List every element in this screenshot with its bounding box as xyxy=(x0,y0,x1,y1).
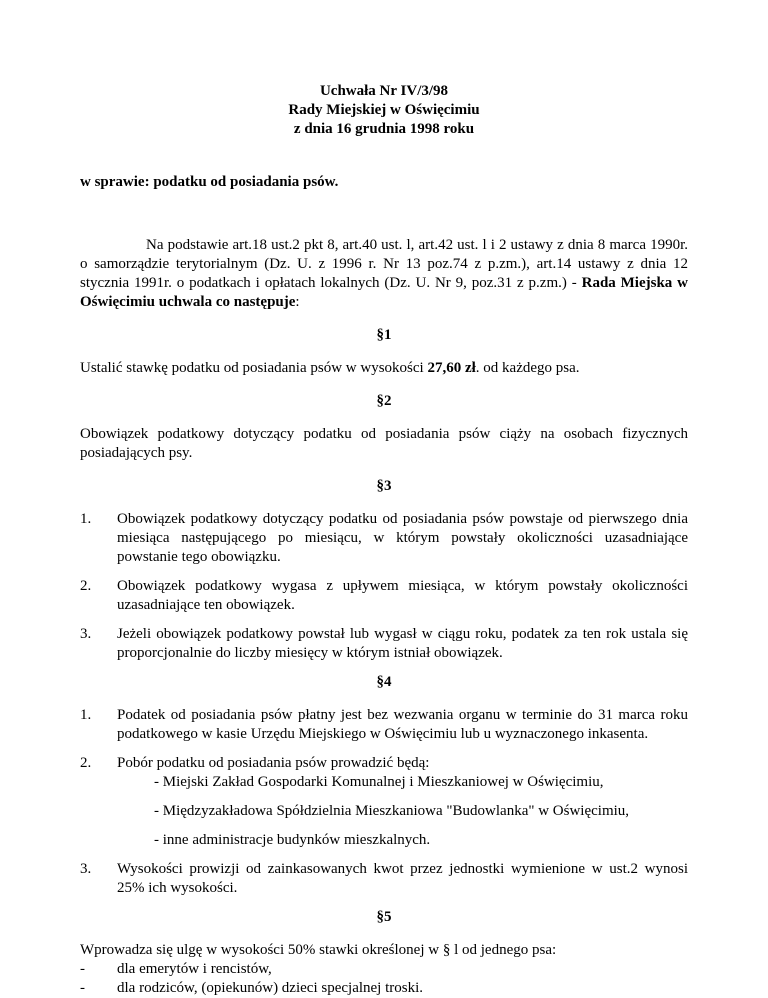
item-text: Obowiązek podatkowy wygasa z upływem miesiąca, w którym powstały okoliczności uzasadniające ten obowiązek. xyxy=(117,578,688,613)
item-text: Obowiązek podatkowy dotyczący podatku od posiadania psów powstaje od pierwszego dnia miesiąca następującego po miesiącu, w którym powstały okoliczności uzasadniające powstanie tego obowiązku. xyxy=(117,511,688,565)
collector-item: - inne administracje budynków mieszkalnych. xyxy=(154,832,431,848)
section-2-text: Obowiązek podatkowy dotyczący podatku od posiadania psów ciąży na osobach fizycznych posiadających psy. xyxy=(80,426,688,461)
list-item xyxy=(80,860,688,898)
item-number: 2. xyxy=(80,755,92,771)
relief-list xyxy=(80,960,688,998)
item-number: 3. xyxy=(80,861,92,877)
section-5-text: Wprowadza się ulgę w wysokości 50% stawki określonej w § l od jednego psa: xyxy=(80,942,557,958)
dash-marker: - xyxy=(80,961,85,977)
section-1-heading: §1 xyxy=(376,327,392,343)
item-text: Jeżeli obowiązek podatkowy powstał lub wygasł w ciągu roku, podatek za ten rok ustala się proporcjonalnie do liczby miesięcy w którym istniał obowiązek. xyxy=(117,626,688,661)
list-item xyxy=(80,960,688,979)
list-item xyxy=(80,625,688,663)
list-item xyxy=(80,754,688,850)
section-1-text-after: . od każdego psa. xyxy=(475,360,580,376)
item-number: 2. xyxy=(80,578,92,594)
legal-basis-bold: Rada Miejska w Oświęcimiu uchwala co następuje xyxy=(80,275,689,310)
item-text: Podatek od posiadania psów płatny jest bez wezwania organu w terminie do 31 marca roku podatkowego w kasie Urzędu Miejskiego w Oświęcimiu lub u wyznaczonego inkasenta. xyxy=(117,707,688,742)
item-number: 1. xyxy=(80,511,92,527)
item-number: 3. xyxy=(80,626,92,642)
item-text: dla emerytów i rencistów, xyxy=(117,961,272,977)
list-item xyxy=(80,510,688,567)
legal-basis-text: Na podstawie art.18 ust.2 pkt 8, art.40 ust. l, art.42 ust. l i 2 ustawy z dnia 8 marca 1990r. o samorządzie terytorialnym (Dz. U. z 1996 r. Nr 13 poz.74 z p.zm.), art.14 ustawy z dnia 12 stycznia 1991r. o podatkach i opłatach lokalnych (Dz. U. Nr 9, poz.31 z p.zm.) - xyxy=(80,237,688,291)
document-page xyxy=(80,82,688,998)
section-3-heading: §3 xyxy=(376,478,392,494)
collector-item: - Miejski Zakład Gospodarki Komunalnej i Mieszkaniowej w Oświęcimiu, xyxy=(154,774,604,790)
section-1-text-before: Ustalić stawkę podatku od posiadania psów w wysokości xyxy=(80,360,428,376)
section-1-text xyxy=(80,359,688,378)
section-4-heading: §4 xyxy=(376,674,392,690)
section-2-heading: §2 xyxy=(376,393,392,409)
legal-basis-tail: : xyxy=(295,294,300,310)
item-text: Wysokości prowizji od zainkasowanych kwot przez jednostki wymienione w ust.2 wynosi 25% ich wysokości. xyxy=(117,861,688,896)
council-name: Rady Miejskiej w Oświęcimiu xyxy=(288,102,480,118)
resolution-header xyxy=(80,82,688,139)
resolution-date: z dnia 16 grudnia 1998 roku xyxy=(293,121,475,137)
item-text: dla rodziców, (opiekunów) dzieci specjalnej troski. xyxy=(117,980,424,996)
tax-amount: 27,60 zł xyxy=(427,360,476,376)
collectors-list xyxy=(117,773,688,850)
section-4-list xyxy=(80,706,688,898)
list-item xyxy=(80,706,688,744)
dash-marker: - xyxy=(80,980,85,996)
item-text: Pobór podatku od posiadania psów prowadzić będą: xyxy=(117,755,430,771)
collector-item: - Międzyzakładowa Spółdzielnia Mieszkaniowa "Budowlanka" w Oświęcimiu, xyxy=(154,803,630,819)
list-item xyxy=(80,979,688,998)
list-item xyxy=(80,577,688,615)
section-3-list xyxy=(80,510,688,663)
legal-basis xyxy=(80,236,688,312)
resolution-subject: w sprawie: podatku od posiadania psów. xyxy=(80,174,339,190)
item-number: 1. xyxy=(80,707,92,723)
resolution-number: Uchwała Nr IV/3/98 xyxy=(319,83,449,99)
section-5-heading: §5 xyxy=(376,909,392,925)
